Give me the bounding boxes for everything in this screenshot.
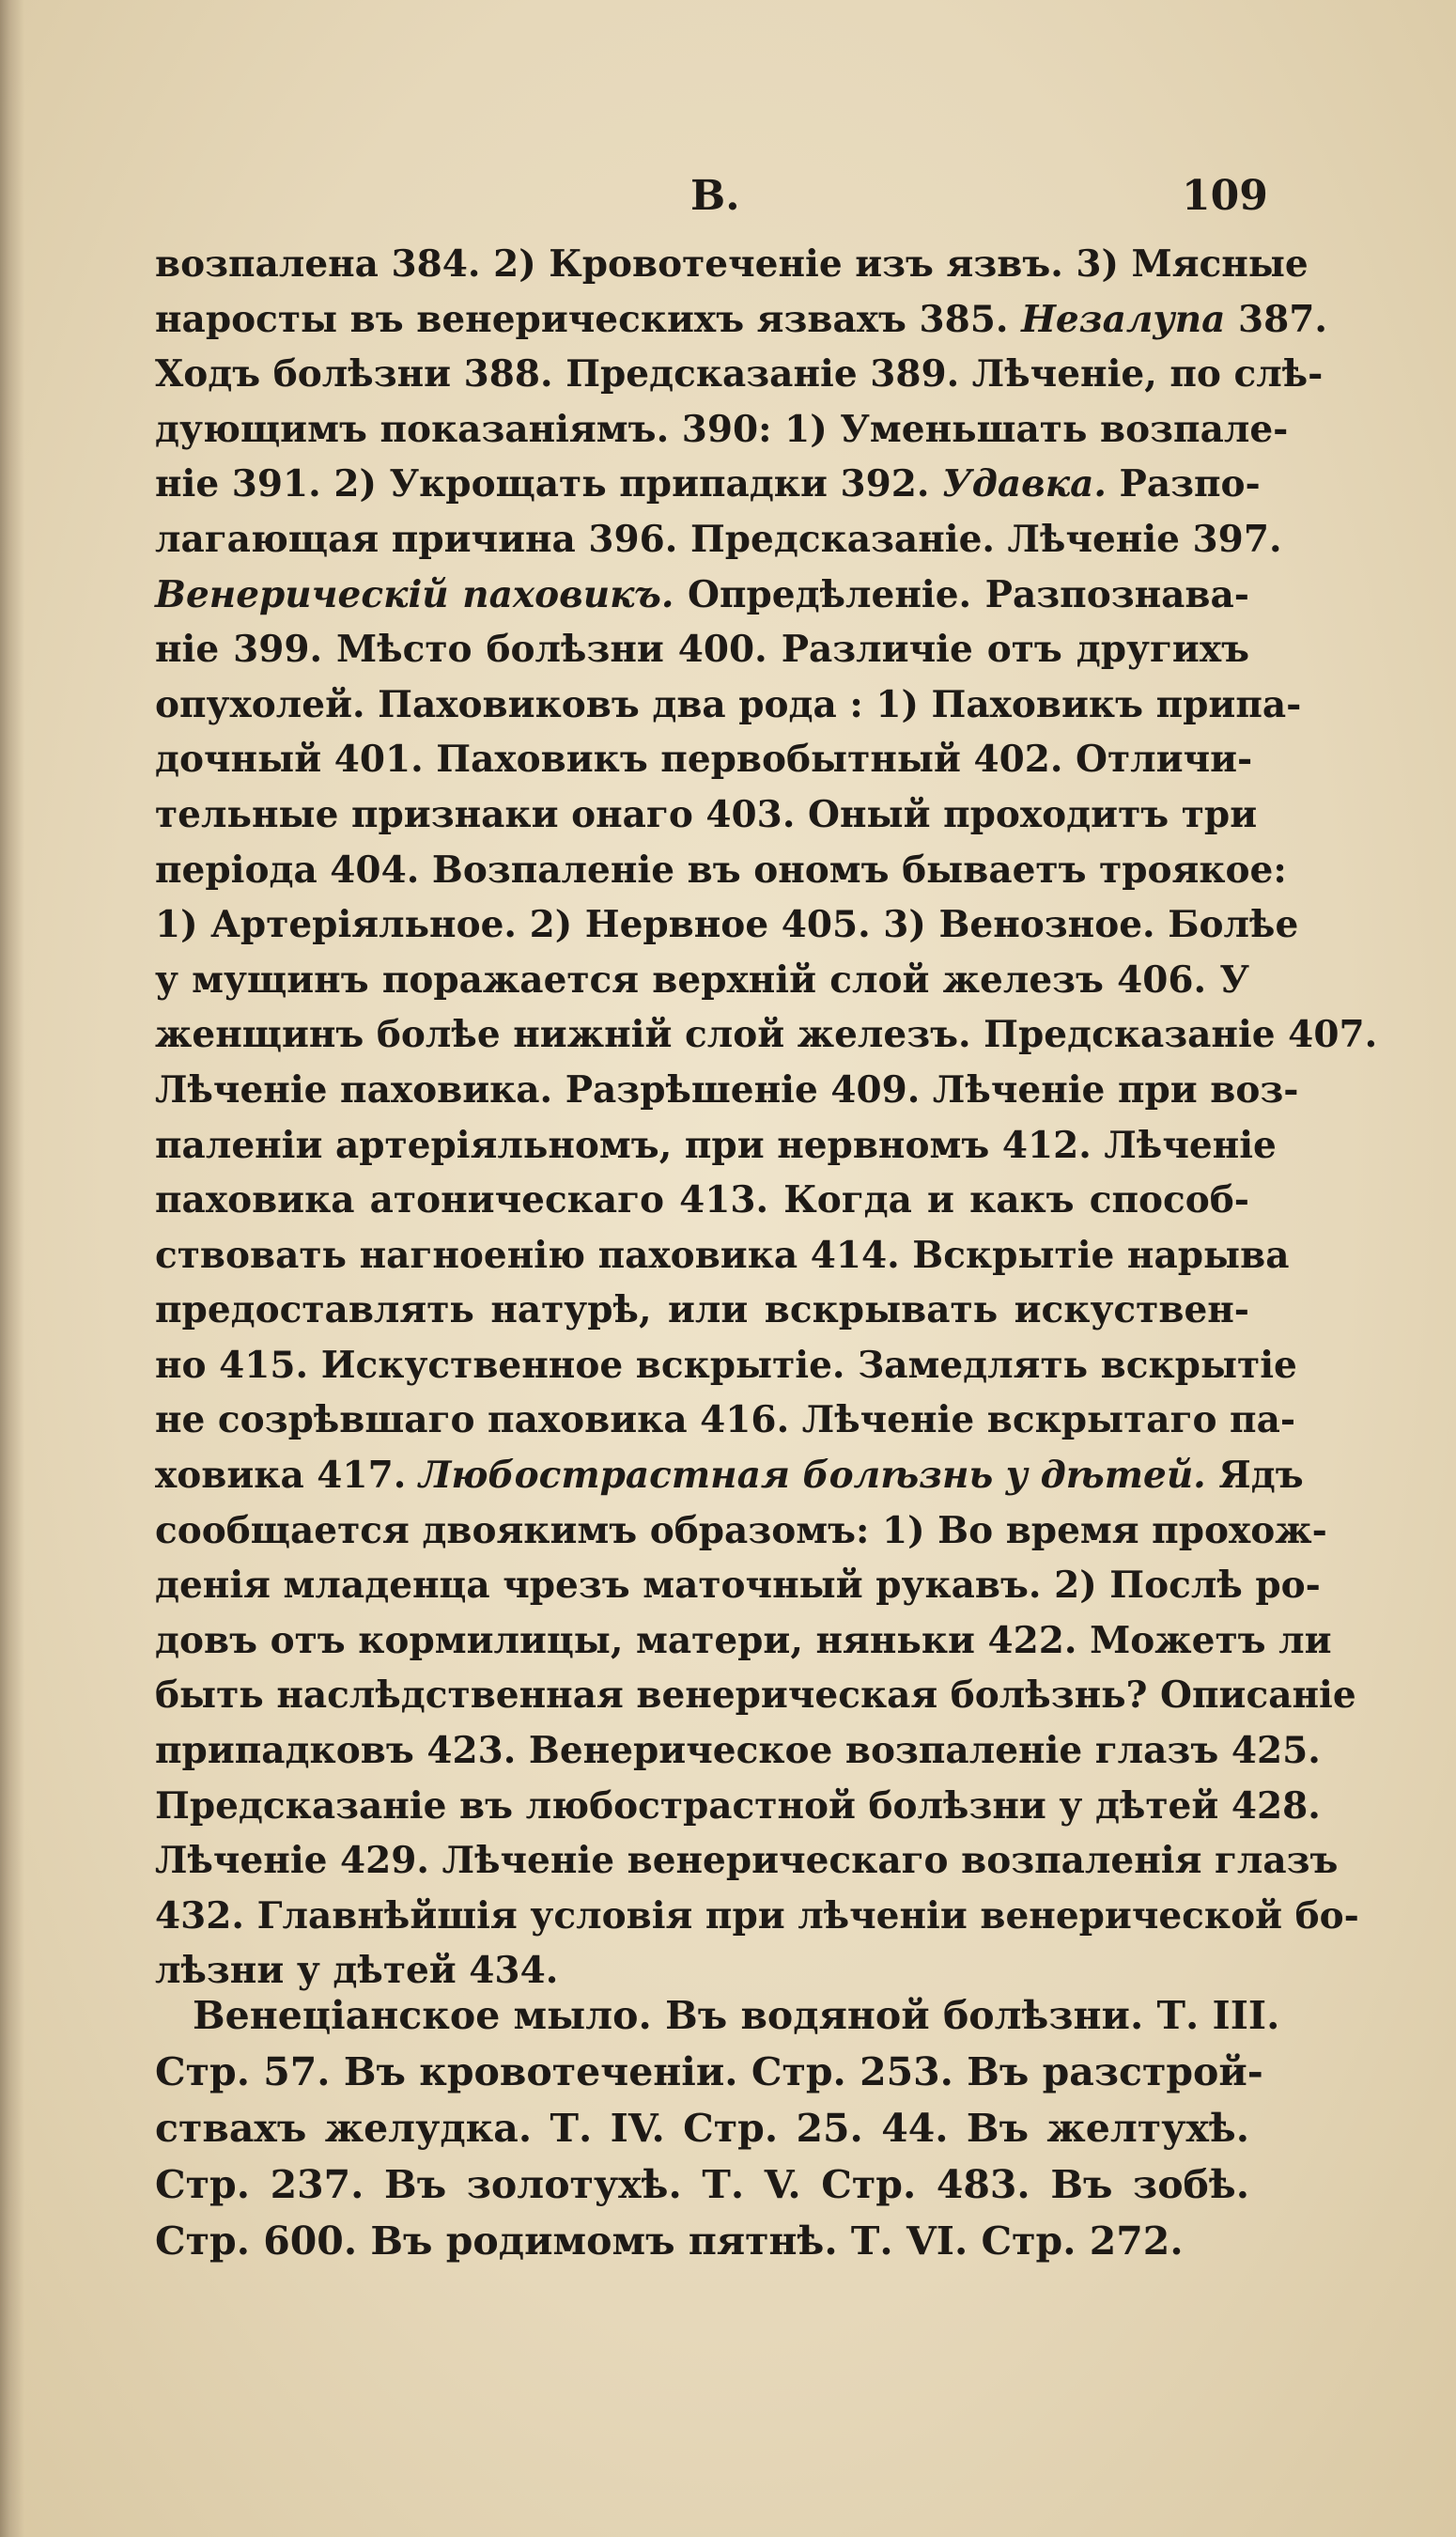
italic-term: Любострастная болѣзнь у дѣтей. <box>418 1454 1206 1498</box>
entry1-text-line: Лѣченіе паховика. Разрѣшеніе 409. Лѣченіе при воз- <box>155 1067 1299 1112</box>
entry2-text-line: Стр. 600. Въ родимомъ пятнѣ. Т. VI. Стр. 272. <box>155 2218 1184 2264</box>
entry1-text-line: быть наслѣдственная венерическая болѣзнь? Описаніе <box>155 1673 1356 1718</box>
entry1-text-line: Венерическій паховикъ. Опредѣленіе. Разпознава- <box>155 572 1249 616</box>
entry1-text-line: 1) Артеріяльное. 2) Нервное 405. 3) Венозное. Болѣе <box>155 903 1299 947</box>
entry2-text-line: Стр. 237. Въ золотухѣ. Т. V. Стр. 483. Въ зобѣ. <box>155 2162 1249 2207</box>
entry1-text-line: у мущинъ поражается верхній слой железъ 406. У <box>155 957 1249 1002</box>
section-letter: В. <box>690 172 740 220</box>
entry1-text-line: довъ отъ кормилицы, матери, няньки 422. Можетъ ли <box>155 1618 1332 1662</box>
entry1-text-line: но 415. Искуственное вскрытіе. Замедлять вскрытіе <box>155 1343 1297 1387</box>
entry1-text-line: ніе 399. Мѣсто болѣзни 400. Различіе отъ другихъ <box>155 628 1249 672</box>
page-number: 109 <box>1182 172 1268 220</box>
entry1-text-line: паленіи артеріяльномъ, при нервномъ 412. Лѣченіе <box>155 1123 1277 1167</box>
entry1-text-line: предоставлять натурѣ, или вскрывать искуствен- <box>155 1288 1249 1332</box>
entry1-text-line: сообщается двоякимъ образомъ: 1) Во время прохож- <box>155 1508 1327 1552</box>
entry1-text-line: припадковъ 423. Венерическое возпаленіе глазъ 425. <box>155 1729 1321 1773</box>
index-entry-main <box>155 237 1378 1999</box>
entry1-text-line: опухолей. Паховиковъ два рода : 1) Паховикъ припа- <box>155 682 1302 726</box>
entry1-text-line: дующимъ показаніямъ. 390: 1) Уменьшать возпале- <box>155 407 1289 451</box>
italic-term: Незалупа <box>1021 297 1226 341</box>
italic-term: Венерическій паховикъ. <box>155 572 674 616</box>
entry1-text-line: дочный 401. Паховикъ первобытный 402. Отличи- <box>155 738 1253 782</box>
entry1-text-line: паховика атоническаго 413. Когда и какъ способ- <box>155 1178 1249 1222</box>
entry1-text-line: возпалена 384. 2) Кровотеченіе изъ язвъ. 3) Мясные <box>155 242 1309 286</box>
entry1-text-line: тельные признаки онаго 403. Оный проходитъ три <box>155 792 1258 836</box>
entry1-text-line: Ходъ болѣзни 388. Предсказаніе 389. Лѣченіе, по слѣ- <box>155 352 1324 397</box>
entry1-text-line: лѣзни у дѣтей 434. <box>155 1949 559 1993</box>
entry2-text-line: ствахъ желудка. Т. IV. Стр. 25. 44. Въ желтухѣ. <box>155 2106 1249 2151</box>
entry1-text-line: ховика 417. Любострастная болѣзнь у дѣтей. Ядъ <box>155 1454 1304 1498</box>
page-header <box>0 164 1456 230</box>
entry1-text-line: лагающая причина 396. Предсказаніе. Лѣченіе 397. <box>155 517 1282 561</box>
page-spine-shadow <box>0 0 24 2537</box>
entry1-text-line: женщинъ болѣе нижній слой железъ. Предсказаніе 407. <box>155 1013 1378 1057</box>
entry1-text-line: Лѣченіе 429. Лѣченіе венерическаго возпаленія глазъ <box>155 1839 1339 1883</box>
entry1-text-line: 432. Главнѣйшія условія при лѣченіи венерической бо- <box>155 1893 1359 1938</box>
entry2-text-line: Стр. 57. Въ кровотеченіи. Стр. 253. Въ разстрой- <box>155 2049 1263 2094</box>
entry1-text-line: наросты въ венерическихъ язвахъ 385. Незалупа 387. <box>155 297 1327 341</box>
entry1-text-line: Предсказаніе въ любострастной болѣзни у дѣтей 428. <box>155 1783 1321 1828</box>
entry1-text-line: ствовать нагноенію паховика 414. Вскрытіе нарыва <box>155 1233 1290 1277</box>
index-entry-venetian-soap <box>155 1987 1280 2269</box>
entry1-text-line: денія младенца чрезъ маточный рукавъ. 2) Послѣ ро- <box>155 1564 1321 1608</box>
italic-term: Удавка. <box>942 462 1107 506</box>
entry1-text-line: періода 404. Возпаленіе въ ономъ бываетъ троякое: <box>155 848 1287 892</box>
entry1-text-line: не созрѣвшаго паховика 416. Лѣченіе вскрытаго па- <box>155 1398 1296 1442</box>
entry2-text-line: Венеціанское мыло. Въ водяной болѣзни. Т. III. <box>193 1993 1280 2038</box>
entry1-text-line: ніе 391. 2) Укрощать припадки 392. Удавка. Разпо- <box>155 462 1261 506</box>
